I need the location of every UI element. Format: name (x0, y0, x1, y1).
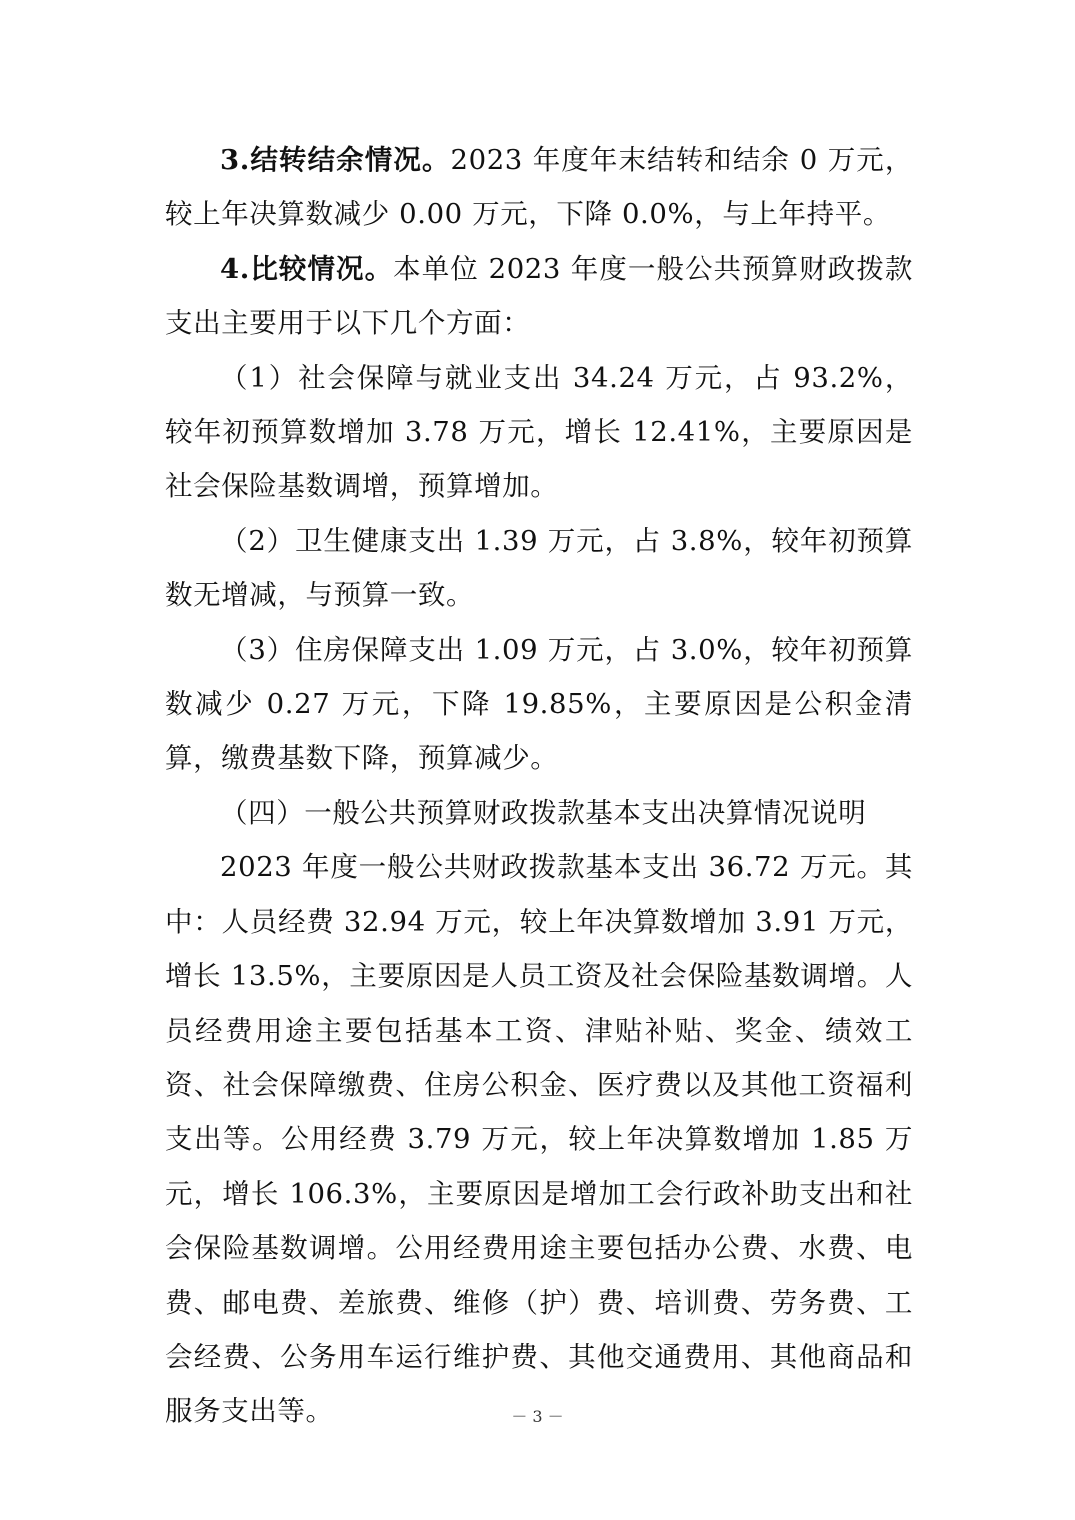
paragraph-text: （3）住房保障支出 1.09 万元，占 3.0%，较年初预算数减少 0.27 万元，下降 19.85%，主要原因是公积金清算，缴费基数下降，预算减少。 (165, 633, 913, 775)
paragraph-text: （2）卫生健康支出 1.39 万元，占 3.8%，较年初预算数无增减，与预算一致。 (165, 524, 913, 612)
paragraph-housing (165, 623, 913, 786)
paragraph-health (165, 514, 913, 623)
paragraph-carryover-balance (165, 133, 913, 242)
paragraph-text: 2023 年度年末结转和结余 0 万元，较上年决算数减少 0.00 万元，下降 0.0%，与上年持平。 (165, 144, 913, 231)
section-heading: （四）一般公共预算财政拨款基本支出决算情况说明 (220, 796, 867, 829)
paragraph-lead: 4.比较情况。 (220, 252, 394, 285)
paragraph-text: （1）社会保障与就业支出 34.24 万元，占 93.2%，较年初预算数增加 3.78 万元，增长 12.41%，主要原因是社会保险基数调增，预算增加。 (165, 361, 913, 503)
document-body (165, 133, 913, 1439)
paragraph-text: 2023 年度一般公共财政拨款基本支出 36.72 万元。其中：人员经费 32.94 万元，较上年决算数增加 3.91 万元，增长 13.5%，主要原因是人员工资及社会保险基数调增。人员经费用途主要包括基本工资、津贴补贴、奖金、绩效工资、社会保障缴费、住房公积金、医疗费以及其他工资福利支出等。公用经费 3.79 万元，较上年决算数增加 1.85 万元，增长 106.3%，主要原因是增加工会行政补助支出和社会保险基数调增。公用经费用途主要包括办公费、水费、电费、邮电费、差旅费、维修（护）费、培训费、劳务费、工会经费、公务用车运行维护费、其他交通费用、其他商品和服务支出等。 (165, 851, 913, 1428)
paragraph-comparison (165, 242, 913, 351)
paragraph-social-security (165, 351, 913, 514)
paragraph-basic-expenditure (165, 840, 913, 1438)
paragraph-lead: 3.结转结余情况。 (220, 144, 451, 176)
paragraph-text: 本单位 2023 年度一般公共预算财政拨款支出主要用于以下几个方面： (165, 252, 913, 340)
page-number: － 3 － (511, 1407, 564, 1426)
